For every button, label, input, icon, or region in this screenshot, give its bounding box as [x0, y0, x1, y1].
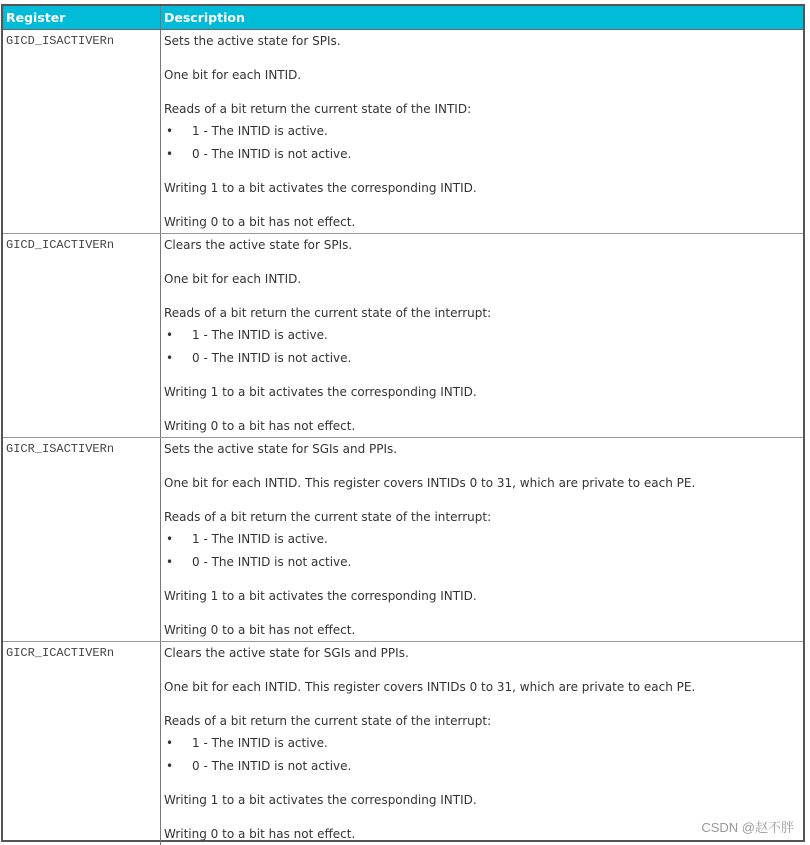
bullet-icon: • [166, 555, 174, 569]
bullet-text: 1 - The INTID is active. [192, 736, 328, 750]
register-table [1, 4, 805, 842]
register-description [161, 438, 803, 641]
bullet-item [166, 735, 328, 751]
description-paragraph: Clears the active state for SGIs and PPIs. [164, 646, 409, 660]
bullet-icon: • [166, 736, 174, 750]
bullet-text: 1 - The INTID is active. [192, 532, 328, 546]
register-description [161, 642, 803, 845]
description-paragraph: Writing 1 to a bit activates the corresponding INTID. [164, 793, 477, 807]
description-paragraph: Reads of a bit return the current state of the interrupt: [164, 510, 492, 524]
description-paragraph: Writing 1 to a bit activates the corresponding INTID. [164, 385, 477, 399]
table-row [3, 642, 803, 845]
header-register: Register [3, 6, 161, 29]
description-paragraph: One bit for each INTID. This register covers INTIDs 0 to 31, which are private to each PE. [164, 476, 696, 490]
description-paragraph: Sets the active state for SPIs. [164, 34, 341, 48]
description-paragraph: One bit for each INTID. [164, 68, 302, 82]
register-name: GICR_ISACTIVERn [3, 438, 161, 641]
bullet-icon: • [166, 351, 174, 365]
description-paragraph: Reads of a bit return the current state of the INTID: [164, 102, 472, 116]
table-header [3, 6, 803, 30]
bullet-item [166, 123, 328, 139]
bullet-text: 0 - The INTID is not active. [192, 147, 352, 161]
bullet-text: 0 - The INTID is not active. [192, 759, 352, 773]
description-paragraph: Writing 0 to a bit has not effect. [164, 827, 356, 841]
bullet-item [166, 350, 351, 366]
description-paragraph: One bit for each INTID. This register covers INTIDs 0 to 31, which are private to each PE. [164, 680, 696, 694]
description-paragraph: Sets the active state for SGIs and PPIs. [164, 442, 398, 456]
bullet-icon: • [166, 532, 174, 546]
description-paragraph: Writing 1 to a bit activates the corresponding INTID. [164, 181, 477, 195]
bullet-item [166, 554, 351, 570]
description-paragraph: Reads of a bit return the current state of the interrupt: [164, 714, 492, 728]
description-paragraph: Writing 1 to a bit activates the corresponding INTID. [164, 589, 477, 603]
table-row [3, 234, 803, 438]
header-description: Description [164, 10, 245, 25]
bullet-icon: • [166, 147, 174, 161]
watermark: CSDN @赵不胖 [701, 820, 794, 835]
register-name: GICD_ICACTIVERn [3, 234, 161, 437]
bullet-text: 1 - The INTID is active. [192, 124, 328, 138]
bullet-item [166, 146, 351, 162]
register-name: GICD_ISACTIVERn [3, 30, 161, 233]
description-paragraph: Writing 0 to a bit has not effect. [164, 215, 356, 229]
description-paragraph: One bit for each INTID. [164, 272, 302, 286]
bullet-item [166, 327, 328, 343]
bullet-icon: • [166, 124, 174, 138]
register-name: GICR_ICACTIVERn [3, 642, 161, 845]
bullet-text: 1 - The INTID is active. [192, 328, 328, 342]
bullet-item [166, 758, 351, 774]
description-paragraph: Clears the active state for SPIs. [164, 238, 353, 252]
bullet-item [166, 531, 328, 547]
table-row [3, 438, 803, 642]
register-description [161, 30, 803, 233]
bullet-icon: • [166, 328, 174, 342]
table-row [3, 30, 803, 234]
bullet-icon: • [166, 759, 174, 773]
description-paragraph: Writing 0 to a bit has not effect. [164, 623, 356, 637]
bullet-text: 0 - The INTID is not active. [192, 351, 352, 365]
description-paragraph: Writing 0 to a bit has not effect. [164, 419, 356, 433]
bullet-text: 0 - The INTID is not active. [192, 555, 352, 569]
register-description [161, 234, 803, 437]
description-paragraph: Reads of a bit return the current state of the interrupt: [164, 306, 492, 320]
